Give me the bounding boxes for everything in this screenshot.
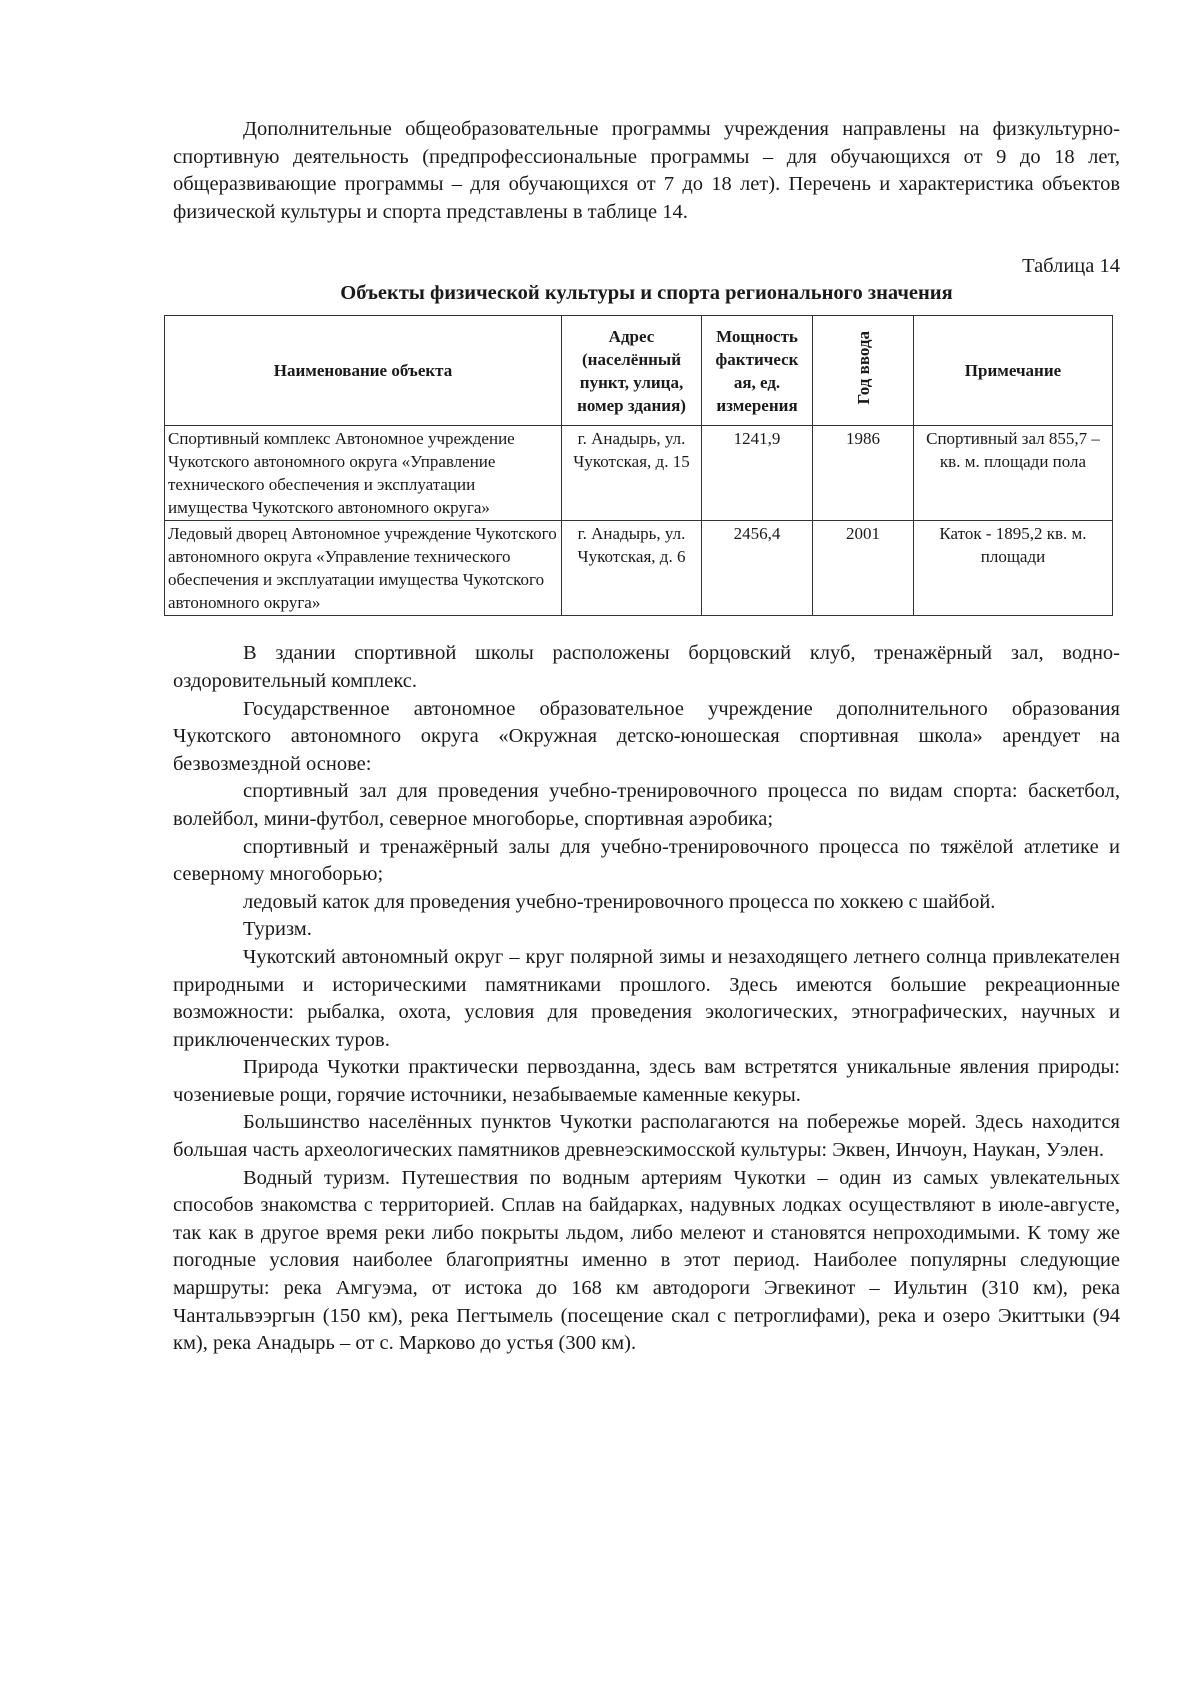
paragraph: спортивный зал для проведения учебно-тренировочного процесса по видам спорта: баскетбол, волейбол, мини-футбол, северное многоборье, спортивная аэробика;	[173, 780, 1120, 830]
cell-name: Спортивный комплекс Автономное учреждение Чукотского автономного округа «Управление технического обеспечения и эксплуатации имущества Чукотского автономного округа»	[165, 426, 562, 521]
header-address: Адрес (населённый пункт, улица, номер здания)	[562, 316, 702, 426]
header-name: Наименование объекта	[165, 316, 562, 426]
header-capacity: Мощность фактическ ая, ед. измерения	[702, 316, 813, 426]
cell-address: г. Анадырь, ул. Чукотская, д. 6	[562, 521, 702, 616]
document-page	[168, 116, 1120, 1358]
cell-capacity: 2456,4	[702, 521, 813, 616]
header-year	[813, 316, 914, 426]
paragraph: В здании спортивной школы расположены борцовский клуб, тренажёрный зал, водно-оздоровительный комплекс.	[173, 642, 1120, 692]
table-title: Объекты физической культуры и спорта регионального значения	[340, 282, 953, 305]
cell-year: 1986	[813, 426, 914, 521]
cell-note: Каток - 1895,2 кв. м. площади	[914, 521, 1113, 616]
paragraph: Чукотский автономный округ – круг полярной зимы и незаходящего летнего солнца привлекателен природными и историческими памятниками прошлого. Здесь имеются большие рекреационные возможности: рыбалка, охота, условия для проведения экологических, этнографических, научных и приключенческих туров.	[173, 945, 1120, 1051]
paragraph: Водный туризм. Путешествия по водным артериям Чукотки – один из самых увлекательных способов знакомства с территорией. Сплав на байдарках, надувных лодках осуществляют в июле-августе, так как в другое время реки либо покрыты льдом, либо мелеют и становятся непроходимыми. К тому же погодные условия наиболее благоприятны именно в этот период. Наиболее популярны следующие маршруты: река Амгуэма, от истока до 168 км автодороги Эгвекинот – Иультин (310 км), река Чантальвээргын (150 км), река Пегтымель (посещение скал с петроглифами), река и озеро Экиттыки (94 км), река Анадырь – от с. Марково до устья (300 км).	[173, 1166, 1120, 1355]
cell-name: Ледовый дворец Автономное учреждение Чукотского автономного округа «Управление технического обеспечения и эксплуатации имущества Чукотского автономного округа»	[165, 521, 562, 616]
cell-address: г. Анадырь, ул. Чукотская, д. 15	[562, 426, 702, 521]
facilities-table	[164, 315, 1113, 616]
cell-capacity: 1241,9	[702, 426, 813, 521]
paragraph: ледовый каток для проведения учебно-тренировочного процесса по хоккею с шайбой.	[243, 890, 996, 913]
paragraph: Большинство населённых пунктов Чукотки располагаются на побережье морей. Здесь находится большая часть археологических памятников древнеэскимосской культуры: Эквен, Инчоун, Наукан, Уэлен.	[173, 1111, 1120, 1162]
table-header-row	[165, 316, 1113, 426]
paragraph: Государственное автономное образовательное учреждение дополнительного образования Чукотского автономного округа «Окружная детско-юношеская спортивная школа» арендует на безвозмездной основе:	[173, 697, 1120, 775]
cell-year: 2001	[813, 521, 914, 616]
paragraph: Природа Чукотки практически первозданна, здесь вам встретятся уникальные явления природы: чозениевые рощи, горячие источники, незабываемые каменные кекуры.	[173, 1056, 1120, 1106]
paragraph: спортивный и тренажёрный залы для учебно-тренировочного процесса по тяжёлой атлетике и северному многоборью;	[173, 835, 1120, 886]
table-number: Таблица 14	[1022, 255, 1120, 278]
intro-paragraph: Дополнительные общеобразовательные программы учреждения направлены на физкультурно-спортивную деятельность (предпрофессиональные программы – для обучающихся от 9 до 18 лет, общеразвивающие программы – для обучающихся от 7 до 18 лет). Перечень и характеристика объектов физической культуры и спорта представлены в таблице 14.	[173, 118, 1120, 223]
header-note: Примечание	[914, 316, 1113, 426]
section-heading-tourism: Туризм.	[243, 918, 312, 941]
table-row	[165, 521, 1113, 616]
body-text	[173, 640, 1120, 1357]
header-year-label: Год ввода	[853, 331, 873, 405]
table-row	[165, 426, 1113, 521]
cell-note: Спортивный зал 855,7 – кв. м. площади пола	[914, 426, 1113, 521]
